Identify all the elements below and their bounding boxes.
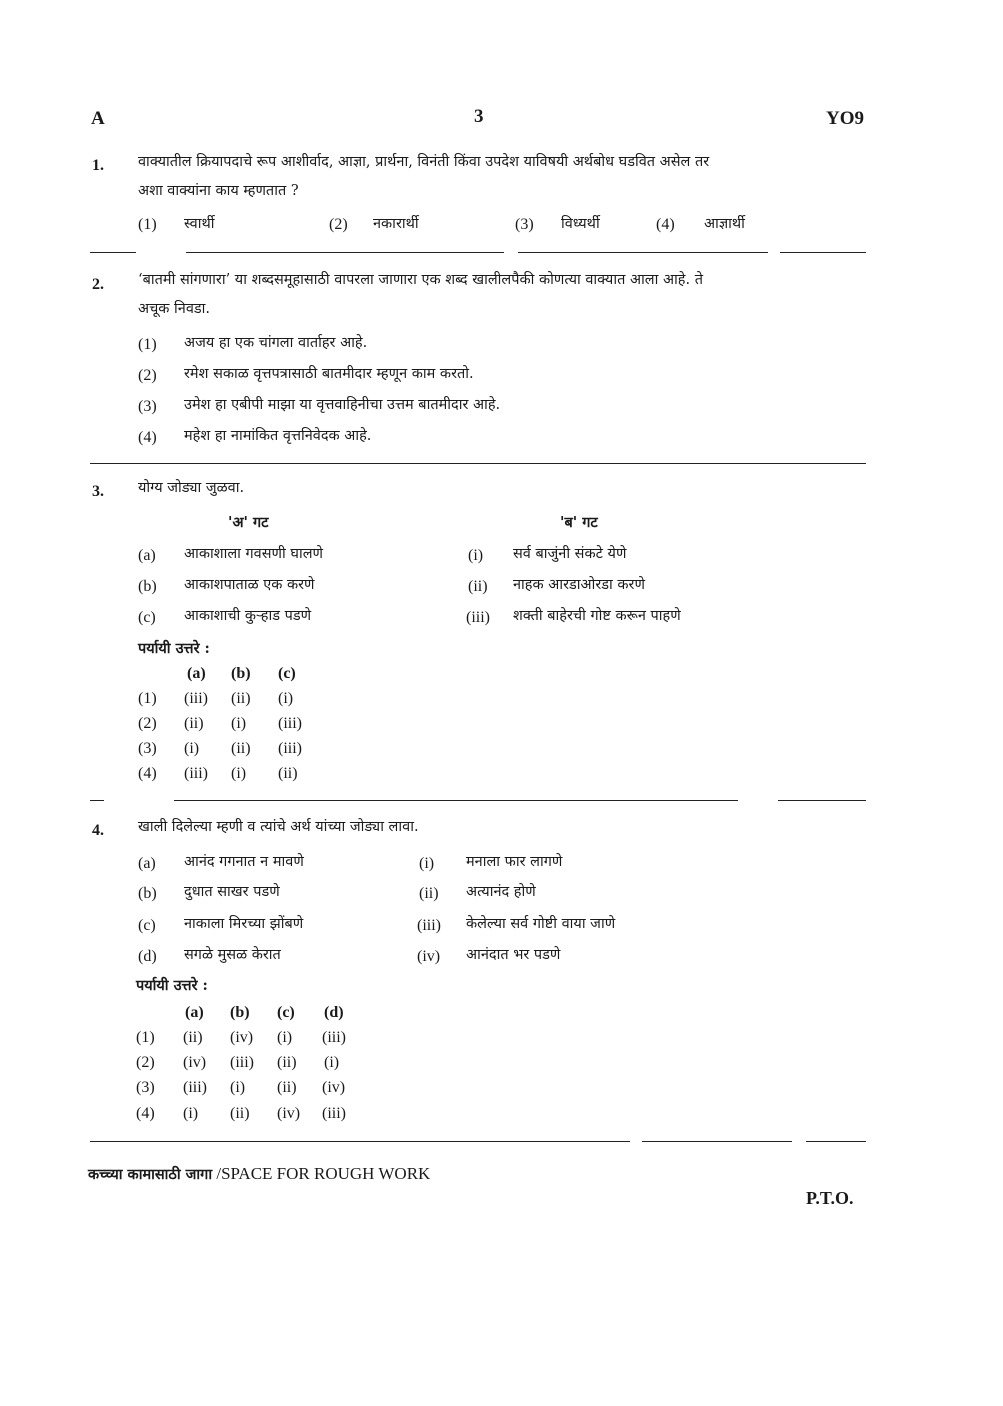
q2-option-3[interactable]: उमेश हा एबीपी माझा या वृत्तवाहिनीचा उत्तम बातमीदार आहे.	[184, 397, 501, 413]
q3-b-1: सर्व बाजुंनी संकटे येणे	[513, 546, 627, 562]
q4-left-2-num: (b)	[138, 885, 157, 902]
separator-q2	[90, 463, 866, 464]
q4-right-3: केलेल्या सर्व गोष्टी वाया जाणे	[466, 916, 616, 932]
series-label: A	[91, 108, 105, 129]
q4-answer-3-c: (ii)	[277, 1079, 297, 1096]
q4-right-2: अत्यानंद होणे	[466, 884, 536, 900]
q1-option-3-num[interactable]: (3)	[515, 216, 534, 233]
q3-answer-1-c: (i)	[278, 690, 294, 707]
question-2-text-line1: ‘बातमी सांगणारा’ या शब्दसमूहासाठी वापरला जाणारा एक शब्द खालीलपैकी कोणत्या वाक्यात आला आहे. ते	[138, 272, 703, 288]
q3-a-3: आकाशाची कुऱ्हाड पडणे	[184, 608, 312, 624]
q4-answer-3-num[interactable]: (3)	[136, 1079, 155, 1096]
separator-q4b	[642, 1141, 792, 1142]
separator-q1	[90, 252, 136, 253]
rough-work-label	[88, 1164, 430, 1184]
q1-option-2-num[interactable]: (2)	[329, 216, 348, 233]
pto-label: P.T.O.	[806, 1188, 854, 1208]
q4-right-1-num: (i)	[419, 855, 435, 872]
q3-answer-2-num[interactable]: (2)	[138, 715, 157, 732]
q4-left-4-num: (d)	[138, 948, 157, 965]
q4-left-1-num: (a)	[138, 855, 156, 872]
question-2-text-line2: अचूक निवडा.	[138, 301, 211, 317]
q3-a-1-num: (a)	[138, 547, 156, 564]
q4-answer-1-a: (ii)	[183, 1029, 203, 1046]
q4-answers-label: पर्यायी उत्तरे :	[136, 977, 208, 994]
q3-answers-label: पर्यायी उत्तरे :	[138, 640, 210, 657]
q3-answer-3-c: (iii)	[278, 740, 302, 757]
q4-header-c: (c)	[277, 1004, 295, 1021]
q4-answer-1-c: (i)	[277, 1029, 293, 1046]
q3-answer-4-a: (iii)	[184, 765, 208, 782]
q1-option-4[interactable]: आज्ञार्थी	[704, 216, 745, 232]
q3-answer-2-a: (ii)	[184, 715, 204, 732]
q1-option-4-num[interactable]: (4)	[656, 216, 675, 233]
question-3-text: योग्य जोड्या जुळवा.	[138, 480, 245, 496]
separator-q4c	[806, 1141, 866, 1142]
q4-right-4-num: (iv)	[417, 948, 441, 965]
q1-option-2[interactable]: नकारार्थी	[373, 216, 419, 232]
q4-answer-2-b: (iii)	[230, 1054, 254, 1071]
q4-answer-3-b: (i)	[230, 1079, 246, 1096]
q4-answer-3-d: (iv)	[322, 1079, 346, 1096]
q2-option-1[interactable]: अजय हा एक चांगला वार्ताहर आहे.	[184, 335, 368, 351]
q2-option-1-num[interactable]: (1)	[138, 336, 157, 353]
q2-option-2-num[interactable]: (2)	[138, 367, 157, 384]
q3-a-2: आकाशपाताळ एक करणे	[184, 577, 315, 593]
question-4-text: खाली दिलेल्या म्हणी व त्यांचे अर्थ यांच्या जोड्या लावा.	[138, 819, 419, 835]
q4-answer-4-c: (iv)	[277, 1105, 301, 1122]
q4-answer-2-d: (i)	[324, 1054, 340, 1071]
q1-option-1-num[interactable]: (1)	[138, 216, 157, 233]
paper-code: YO9	[826, 108, 864, 129]
q3-answer-1-num[interactable]: (1)	[138, 690, 157, 707]
q4-answer-1-b: (iv)	[230, 1029, 254, 1046]
question-1-text-line1: वाक्यातील क्रियापदाचे रूप आशीर्वाद, आज्ञा, प्रार्थना, विनंती किंवा उपदेश याविषयी अर्थबोध घडवित असेल तर	[138, 154, 710, 170]
q4-left-1: आनंद गगनात न मावणे	[184, 854, 304, 870]
q4-right-3-num: (iii)	[417, 917, 441, 934]
separator-q4a	[90, 1141, 630, 1142]
q4-answer-2-a: (iv)	[183, 1054, 207, 1071]
q4-answer-4-b: (ii)	[230, 1105, 250, 1122]
question-1-number: 1.	[92, 157, 104, 174]
q3-b-3-num: (iii)	[466, 609, 490, 626]
separator-q1b	[186, 252, 504, 253]
q3-answer-1-a: (iii)	[184, 690, 208, 707]
group-b-title: 'ब' गट	[560, 514, 598, 531]
q2-option-3-num[interactable]: (3)	[138, 398, 157, 415]
q4-header-a: (a)	[185, 1004, 204, 1021]
q4-header-d: (d)	[324, 1004, 344, 1021]
question-2-number: 2.	[92, 276, 104, 293]
separator-q3b	[174, 800, 738, 801]
q4-header-b: (b)	[230, 1004, 250, 1021]
q2-option-4[interactable]: महेश हा नामांकित वृत्तनिवेदक आहे.	[184, 428, 372, 444]
question-1-text-line2: अशा वाक्यांना काय म्हणतात ?	[138, 183, 299, 199]
q3-b-2-num: (ii)	[468, 578, 488, 595]
q4-answer-1-num[interactable]: (1)	[136, 1029, 155, 1046]
question-4-number: 4.	[92, 822, 104, 839]
q3-a-1: आकाशाला गवसणी घालणे	[184, 546, 324, 562]
q3-header-a: (a)	[187, 665, 206, 682]
q4-answer-4-a: (i)	[183, 1105, 199, 1122]
q4-answer-1-d: (iii)	[322, 1029, 346, 1046]
q4-answer-4-d: (iii)	[322, 1105, 346, 1122]
q3-answer-3-b: (ii)	[231, 740, 251, 757]
q4-left-3: नाकाला मिरच्या झोंबणे	[184, 916, 304, 932]
question-3-number: 3.	[92, 483, 104, 500]
q4-right-4: आनंदात भर पडणे	[466, 947, 561, 963]
q4-right-1: मनाला फार लागणे	[466, 854, 563, 870]
separator-q1d	[780, 252, 866, 253]
q3-answer-1-b: (ii)	[231, 690, 251, 707]
q4-answer-2-num[interactable]: (2)	[136, 1054, 155, 1071]
q4-left-4: सगळे मुसळ केरात	[184, 947, 281, 963]
separator-q3a	[90, 800, 104, 801]
q3-answer-2-c: (iii)	[278, 715, 302, 732]
q3-a-3-num: (c)	[138, 609, 156, 626]
q3-answer-4-c: (ii)	[278, 765, 298, 782]
q4-left-2: दुधात साखर पडणे	[184, 884, 280, 900]
q3-header-c: (c)	[278, 665, 296, 682]
q2-option-4-num[interactable]: (4)	[138, 429, 157, 446]
q1-option-3[interactable]: विध्यर्थी	[561, 216, 600, 232]
q4-answer-3-a: (iii)	[183, 1079, 207, 1096]
q3-b-2: नाहक आरडाओरडा करणे	[513, 577, 645, 593]
q3-answer-2-b: (i)	[231, 715, 247, 732]
q3-answer-4-b: (i)	[231, 765, 247, 782]
q3-b-1-num: (i)	[468, 547, 484, 564]
q3-answer-4-num[interactable]: (4)	[138, 765, 157, 782]
q3-answer-3-a: (i)	[184, 740, 200, 757]
rough-work-english: /SPACE FOR ROUGH WORK	[212, 1164, 431, 1183]
group-a-title: 'अ' गट	[228, 514, 269, 531]
separator-q3c	[778, 800, 866, 801]
q2-option-2[interactable]: रमेश सकाळ वृत्तपत्रासाठी बातमीदार म्हणून काम करतो.	[184, 366, 474, 382]
q4-answer-2-c: (ii)	[277, 1054, 297, 1071]
page-number: 3	[474, 106, 484, 127]
q3-answer-3-num[interactable]: (3)	[138, 740, 157, 757]
rough-work-marathi: कच्च्या कामासाठी जागा	[88, 1166, 213, 1183]
q3-a-2-num: (b)	[138, 578, 157, 595]
q4-answer-4-num[interactable]: (4)	[136, 1105, 155, 1122]
q4-right-2-num: (ii)	[419, 885, 439, 902]
q4-left-3-num: (c)	[138, 917, 156, 934]
q3-b-3: शक्ती बाहेरची गोष्ट करून पाहणे	[513, 608, 681, 624]
q3-header-b: (b)	[231, 665, 251, 682]
q1-option-1[interactable]: स्वार्थी	[184, 216, 215, 232]
separator-q1c	[518, 252, 768, 253]
